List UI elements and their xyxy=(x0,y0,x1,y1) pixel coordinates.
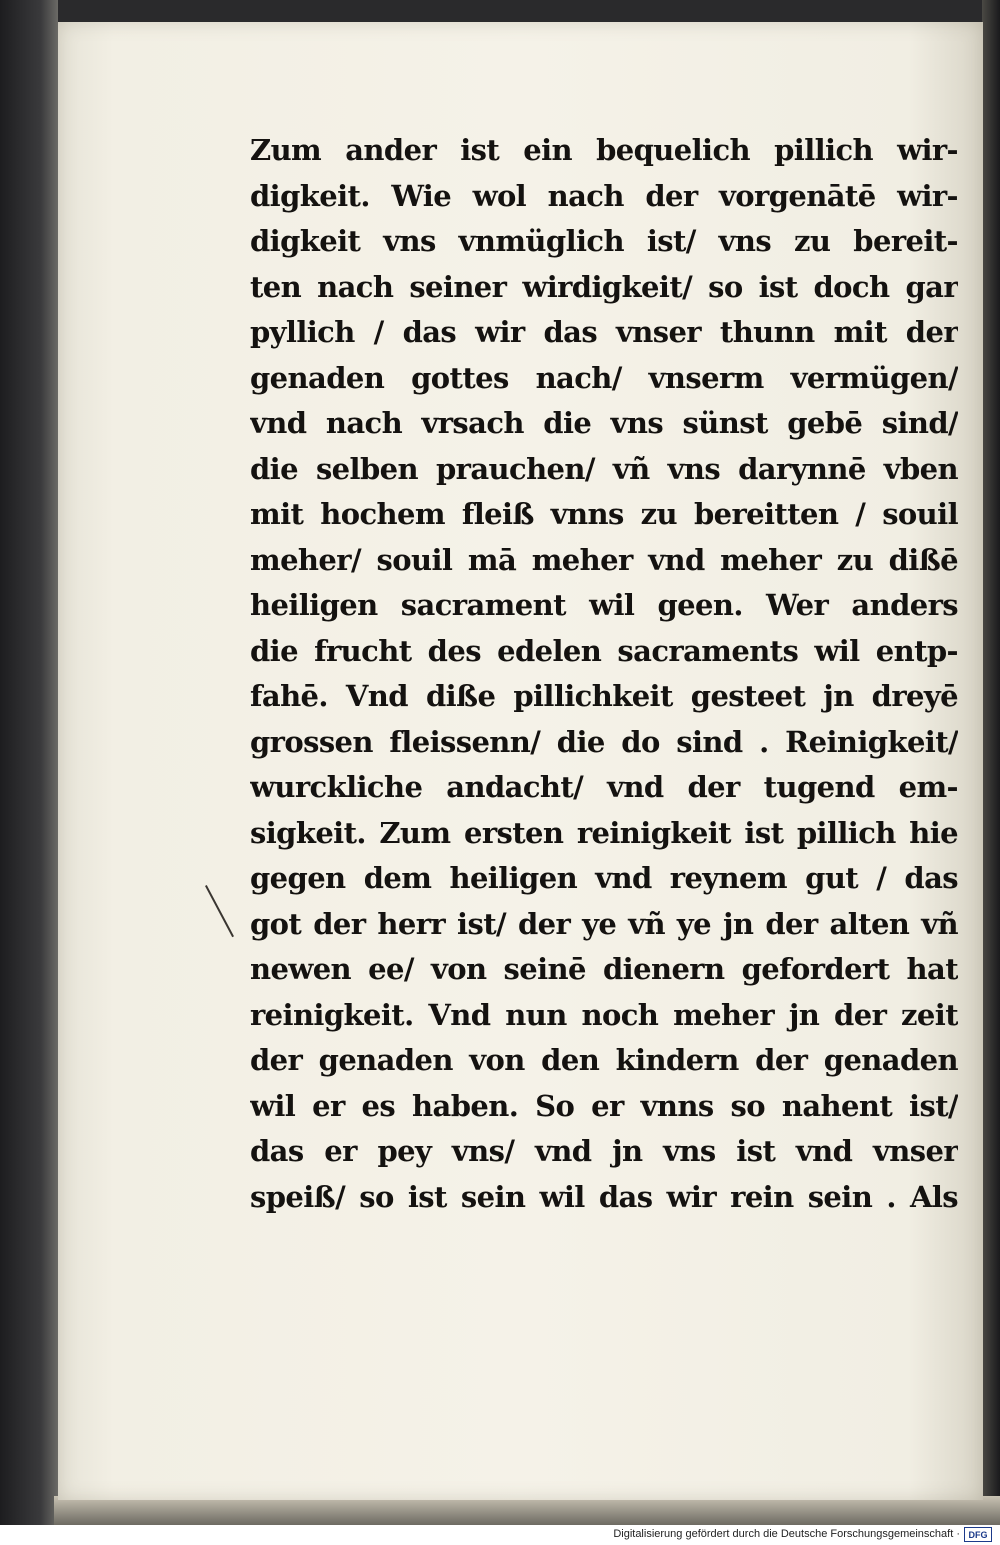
book-binding-edge xyxy=(0,0,58,1525)
text-line-11: heiligen sacrament wil geen. Wer anders xyxy=(250,588,958,622)
text-line-14: grossen fleissenn/ die do sind . Reinigkeit/ xyxy=(250,724,958,759)
text-line-1: Zum ander ist ein bequelich pillich wir- xyxy=(250,133,958,167)
text-line-7: vnd nach vrsach die vns sünst gebē sind/ xyxy=(250,406,958,440)
text-line-24: speiß/ so ist sein wil das wir rein sein . Als xyxy=(250,1179,958,1214)
text-line-6: genaden gottes nach/ vnserm vermügen/ xyxy=(250,360,958,395)
text-line-3: digkeit vns vnmüglich ist/ vns zu bereit- xyxy=(250,224,958,258)
text-line-9: mit hochem fleiß vnns zu bereitten / souil xyxy=(250,497,958,531)
text-line-21: der genaden von den kindern der genaden xyxy=(250,1043,958,1077)
text-line-20: reinigkeit. Vnd nun noch meher jn der zeit xyxy=(250,997,958,1032)
text-line-2: digkeit. Wie wol nach der vorgenātē wir- xyxy=(250,178,958,213)
text-line-8: die selben prauchen/ vñ vns darynnē vben xyxy=(250,451,958,486)
text-line-10: meher/ souil mā meher vnd meher zu dißē xyxy=(250,542,958,577)
text-line-17: gegen dem heiligen vnd reynem gut / das xyxy=(250,861,958,895)
text-line-12: die frucht des edelen sacraments wil entp- xyxy=(250,633,958,668)
text-line-4: ten nach seiner wirdigkeit/ so ist doch gar xyxy=(250,269,958,304)
page-bottom-edge xyxy=(54,1496,1000,1525)
text-line-22: wil er es haben. So er vnns so nahent ist/ xyxy=(250,1088,958,1123)
digitization-credit: Digitalisierung gefördert durch die Deutsche Forschungsgemeinschaft · xyxy=(613,1528,960,1540)
book-right-edge xyxy=(982,0,1000,1525)
text-line-23: das er pey vns/ vnd jn vns ist vnd vnser xyxy=(250,1134,958,1168)
text-line-16: sigkeit. Zum ersten reinigkeit ist pillich hie xyxy=(250,815,958,850)
footer-bar xyxy=(0,1525,1000,1545)
text-line-19: newen ee/ von seinē dienern gefordert hat xyxy=(250,952,958,986)
body-text xyxy=(250,128,958,1220)
text-line-13: fahē. Vnd diße pillichkeit gesteet jn dreyē xyxy=(250,679,958,713)
text-line-5: pyllich / das wir das vnser thunn mit der xyxy=(250,315,958,349)
dfg-logo: DFG xyxy=(964,1527,992,1542)
text-line-18: got der herr ist/ der ye vñ ye jn der alten vñ xyxy=(250,906,958,941)
text-line-15: wurckliche andacht/ vnd der tugend em- xyxy=(250,770,958,804)
